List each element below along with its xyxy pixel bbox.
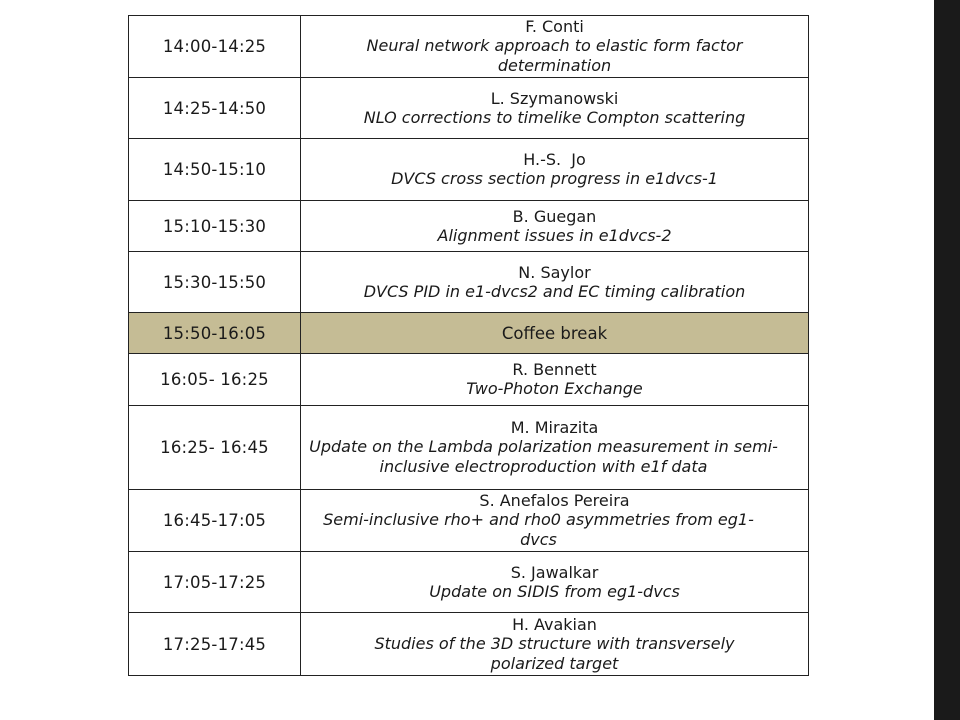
talk-title: Two-Photon Exchange xyxy=(466,379,643,398)
table-row xyxy=(129,16,809,78)
time-cell xyxy=(129,201,301,252)
time-cell xyxy=(129,313,301,354)
time-slot: 17:25-17:45 xyxy=(162,634,267,654)
talk-title: Neural network approach to elastic form factor determination xyxy=(366,36,743,75)
speaker-name: F. Conti xyxy=(525,17,584,36)
speaker-name: H.-S. Jo xyxy=(523,150,586,169)
table-row xyxy=(129,354,809,406)
talk-title: Semi-inclusive rho+ and rho0 asymmetries from eg1-dvcs xyxy=(323,510,754,549)
table-row xyxy=(129,406,809,490)
table-row xyxy=(129,201,809,252)
time-slot: 16:05- 16:25 xyxy=(160,370,269,389)
time-cell xyxy=(129,78,301,139)
speaker-name: L. Szymanowski xyxy=(490,88,619,108)
coffee-break-row xyxy=(129,313,809,354)
talk-cell xyxy=(301,406,809,490)
talk-cell xyxy=(301,139,809,201)
speaker-name: B. Guegan xyxy=(512,206,597,226)
time-slot: 14:50-15:10 xyxy=(162,160,267,179)
time-slot: 15:30-15:50 xyxy=(162,272,267,292)
time-cell xyxy=(129,490,301,552)
talk-cell xyxy=(301,613,809,676)
schedule-table xyxy=(128,15,809,676)
time-slot: 16:25- 16:45 xyxy=(160,438,269,457)
talk-cell xyxy=(301,552,809,613)
time-slot: 15:10-15:30 xyxy=(162,216,267,236)
speaker-name: H. Avakian xyxy=(512,614,597,634)
speaker-name: S. Jawalkar xyxy=(510,562,599,582)
talk-title: Update on the Lambda polarization measurement in semi-inclusive electroproduction with e1f data xyxy=(309,437,778,476)
talk-cell xyxy=(301,16,809,78)
talk-cell xyxy=(301,354,809,406)
speaker-name: N. Saylor xyxy=(518,262,591,282)
speaker-name: M. Mirazita xyxy=(510,418,599,437)
time-cell xyxy=(129,613,301,676)
time-cell xyxy=(129,354,301,406)
time-cell xyxy=(129,406,301,490)
time-slot: 14:00-14:25 xyxy=(162,37,267,56)
talk-title: Studies of the 3D structure with transversely polarized target xyxy=(374,633,735,673)
talk-cell xyxy=(301,201,809,252)
table-row xyxy=(129,78,809,139)
speaker-name: S. Anefalos Pereira xyxy=(479,491,630,510)
speaker-name: R. Bennett xyxy=(512,360,597,379)
time-slot: 17:05-17:25 xyxy=(162,572,267,592)
time-slot: 16:45-17:05 xyxy=(162,511,267,530)
table-row xyxy=(129,552,809,613)
right-edge-bar xyxy=(934,0,960,720)
talk-cell xyxy=(301,78,809,139)
table-row xyxy=(129,252,809,313)
talk-title: DVCS PID in e1-dvcs2 and EC timing calibration xyxy=(363,281,746,301)
table-row xyxy=(129,613,809,676)
talk-title: Update on SIDIS from eg1-dvcs xyxy=(429,581,680,601)
time-cell xyxy=(129,552,301,613)
talk-title: DVCS cross section progress in e1dvcs-1 xyxy=(391,169,718,188)
time-cell xyxy=(129,16,301,78)
break-label: Coffee break xyxy=(501,323,608,343)
break-cell xyxy=(301,313,809,354)
talk-cell xyxy=(301,490,809,552)
talk-cell xyxy=(301,252,809,313)
talk-title: NLO corrections to timelike Compton scattering xyxy=(363,107,746,127)
time-cell xyxy=(129,139,301,201)
table-row xyxy=(129,139,809,201)
talk-title: Alignment issues in e1dvcs-2 xyxy=(437,225,672,245)
time-cell xyxy=(129,252,301,313)
table-row xyxy=(129,490,809,552)
time-slot: 15:50-16:05 xyxy=(162,323,267,343)
time-slot: 14:25-14:50 xyxy=(162,98,267,118)
